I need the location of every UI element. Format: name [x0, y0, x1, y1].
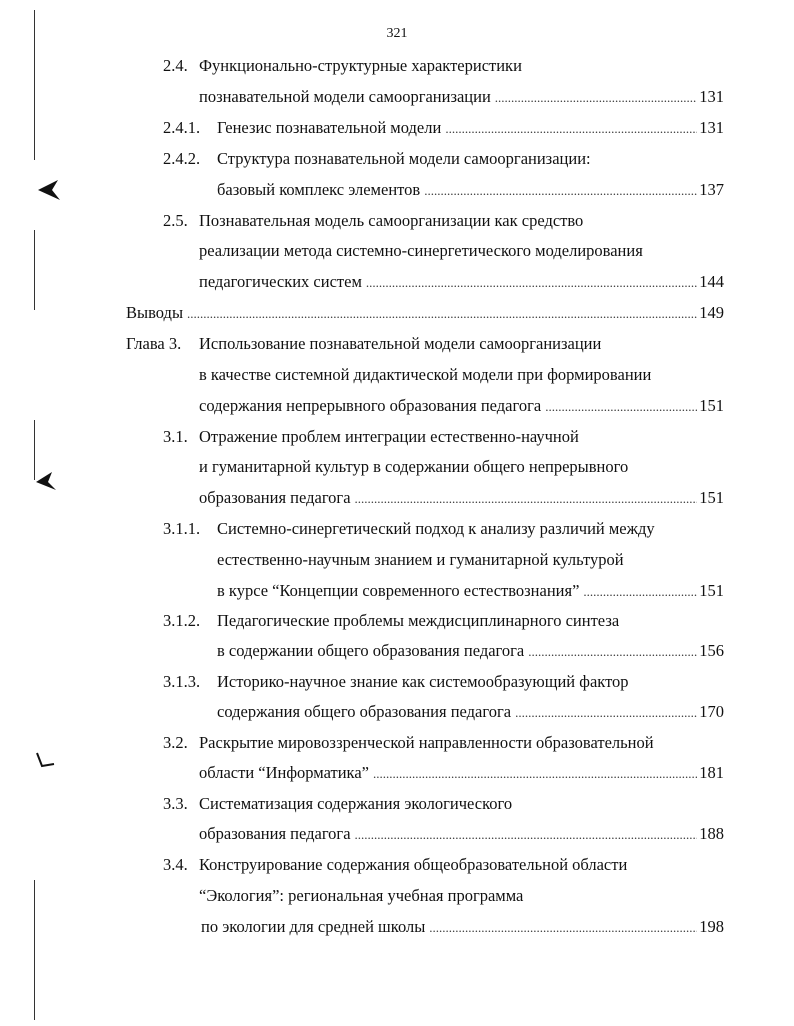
page-number: 321 — [386, 26, 408, 41]
toc-page: 131 — [699, 87, 724, 106]
leader-dots — [495, 90, 697, 106]
arrow-icon — [34, 470, 58, 496]
leader-dots — [429, 920, 697, 936]
leader-dots — [355, 827, 698, 843]
toc-line — [201, 917, 724, 943]
leader-dots — [424, 183, 697, 199]
toc-page: 151 — [699, 581, 724, 600]
toc-line — [199, 241, 643, 267]
toc-number: 2.4. — [163, 56, 188, 75]
toc-text: Системно-синергетический подход к анализу различий между — [217, 519, 655, 538]
toc-text: Функционально-структурные характеристики — [199, 56, 522, 75]
toc-text: Историко-научное знание как системообразующий фактор — [217, 672, 629, 691]
toc-line — [217, 180, 724, 206]
toc-line — [163, 519, 655, 545]
leader-dots — [373, 766, 697, 782]
toc-text: содержания непрерывного образования педагога — [199, 396, 542, 415]
toc-text: Систематизация содержания экологического — [199, 794, 513, 813]
toc-line — [163, 733, 654, 759]
hook-icon — [34, 750, 58, 772]
toc-page: 188 — [699, 824, 724, 843]
toc-page: 151 — [699, 488, 724, 507]
toc-text: в качестве системной дидактической модели при формировании — [199, 365, 652, 384]
toc-page: 137 — [699, 180, 724, 199]
toc-line — [199, 272, 724, 298]
toc-text: реализации метода системно-синергетического моделирования — [199, 241, 643, 260]
toc-line — [163, 672, 629, 698]
toc-number: 2.4.1. — [163, 118, 201, 137]
toc-text: естественно-научным знанием и гуманитарной культурой — [217, 550, 624, 569]
toc-text: образования педагога — [199, 824, 351, 843]
toc-number: 3.2. — [163, 733, 188, 752]
toc-text: в курсе “Концепции современного естествознания” — [217, 581, 580, 600]
toc-line — [163, 855, 627, 881]
toc-line — [163, 56, 522, 82]
toc-line — [199, 488, 724, 514]
toc-number: 2.5. — [163, 211, 188, 230]
toc-number: 3.1.2. — [163, 611, 201, 630]
leader-dots — [445, 121, 697, 137]
toc-number: Выводы — [126, 303, 184, 322]
toc-text: Отражение проблем интеграции естественно-научной — [199, 427, 579, 446]
toc-text: и гуманитарной культур в содержании общего непрерывного — [199, 457, 629, 476]
toc-number: Глава 3. — [126, 334, 182, 353]
toc-line — [163, 211, 583, 237]
toc-number: 3.1.3. — [163, 672, 201, 691]
toc-text: педагогических систем — [199, 272, 362, 291]
toc-text: Познавательная модель самоорганизации как средство — [199, 211, 584, 230]
toc-number: 3.1. — [163, 427, 188, 446]
toc-text: области “Информатика” — [199, 763, 369, 782]
arrow-icon — [36, 178, 62, 202]
toc-line — [217, 641, 724, 667]
leader-dots — [187, 306, 697, 322]
toc-line — [199, 886, 523, 912]
toc-page: 181 — [699, 763, 724, 782]
toc-page: 149 — [699, 303, 724, 322]
toc-line — [217, 550, 624, 576]
toc-text: содержания общего образования педагога — [217, 702, 512, 721]
toc-line — [199, 396, 724, 422]
leader-dots — [545, 399, 697, 415]
leader-dots — [355, 491, 698, 507]
toc-line — [217, 702, 724, 728]
toc-text: “Экология”: региональная учебная программа — [199, 886, 524, 905]
toc-text: по экологии для средней школы — [201, 917, 426, 936]
toc-line — [163, 149, 591, 175]
toc-line — [126, 334, 601, 360]
toc-page: 156 — [699, 641, 724, 660]
toc-text: в содержании общего образования педагога — [217, 641, 525, 660]
toc-text: Педагогические проблемы междисциплинарного синтеза — [217, 611, 620, 630]
leader-dots — [528, 644, 697, 660]
leader-dots — [366, 275, 697, 291]
toc-number: 3.1.1. — [163, 519, 201, 538]
toc-line — [163, 794, 512, 820]
toc-line — [199, 457, 628, 483]
scan-edge-line — [34, 880, 35, 1020]
leader-dots — [515, 705, 697, 721]
toc-text: Структура познавательной модели самоорганизации: — [217, 149, 591, 168]
toc-page: 151 — [699, 396, 724, 415]
scan-edge-line — [34, 10, 35, 160]
toc-line — [217, 581, 724, 607]
toc-number: 3.3. — [163, 794, 188, 813]
toc-text: базовый комплекс элементов — [217, 180, 421, 199]
toc-page: 131 — [699, 118, 724, 137]
toc-line — [199, 763, 724, 789]
toc-page: 144 — [699, 272, 724, 291]
toc-text: Использование познавательной модели самоорганизации — [199, 334, 602, 353]
toc-text: образования педагога — [199, 488, 351, 507]
toc-page: 170 — [699, 702, 724, 721]
toc-line — [126, 303, 724, 329]
scan-edge-line — [34, 230, 35, 310]
toc-text: Генезис познавательной модели — [217, 118, 442, 137]
toc-line — [163, 118, 724, 144]
toc-number: 3.4. — [163, 855, 188, 874]
toc-number: 2.4.2. — [163, 149, 201, 168]
toc-text: Конструирование содержания общеобразовательной области — [199, 855, 628, 874]
toc-line — [199, 365, 651, 391]
leader-dots — [583, 584, 697, 600]
toc-text: Раскрытие мировоззренческой направленности образовательной — [199, 733, 654, 752]
toc-line — [199, 824, 724, 850]
toc-line — [199, 87, 724, 113]
toc-page: 198 — [699, 917, 724, 936]
toc-text: познавательной модели самоорганизации — [199, 87, 491, 106]
toc-line — [163, 427, 579, 453]
toc-line — [163, 611, 619, 637]
